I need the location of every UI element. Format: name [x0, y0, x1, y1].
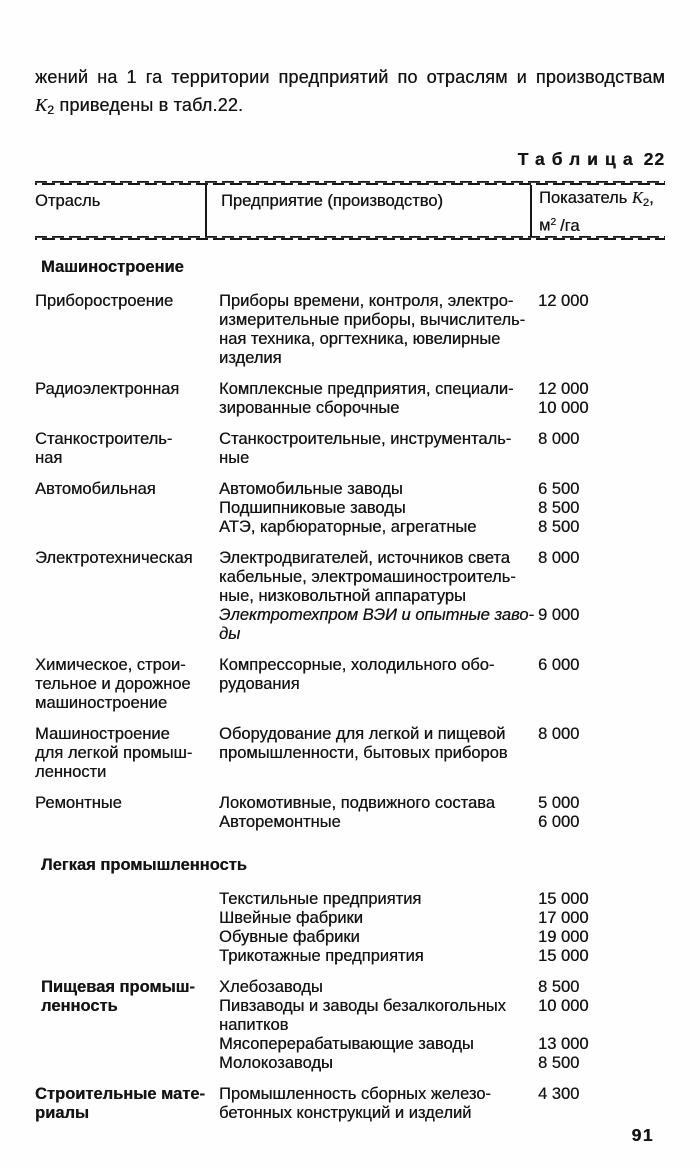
indicator-value: [530, 568, 665, 587]
enterprise-and-value-cell: [205, 725, 665, 782]
indicator-value: [530, 349, 665, 368]
table-line: [205, 349, 665, 368]
indicator-value: 17 000: [538, 908, 589, 927]
enterprise-text: Автомобильные заводы: [219, 479, 403, 498]
industry-label-line: Приборостроение: [35, 291, 174, 310]
table-line: [205, 675, 665, 694]
enterprise-text: кабельные, электромашиностроитель-: [219, 567, 516, 586]
enterprise-text: промышленности, бытовых приборов: [219, 743, 508, 762]
indicator-value: [530, 675, 665, 694]
table-line: [205, 549, 665, 568]
industry-label-line: Станкостроитель-: [35, 429, 173, 448]
indicator-value: 6 000: [538, 812, 580, 831]
indicator-value: 15 000: [538, 889, 589, 908]
column-header-enterprise: Предприятие (производство): [205, 185, 530, 235]
table-caption: [35, 149, 665, 170]
table-caption-word: Таблица: [517, 149, 640, 170]
enterprise-text: рудования: [219, 674, 300, 693]
indicator-value: 8 000: [538, 724, 580, 743]
enterprise-text: изделия: [219, 348, 282, 367]
table-line: [205, 568, 665, 587]
unit-superscript: 2: [550, 217, 557, 229]
industry-label-line: Электротехническая: [35, 548, 193, 567]
industry-label-line: Строительные мате-: [35, 1084, 205, 1103]
enterprise-and-value-cell: [205, 430, 665, 468]
enterprise-text: Станкостроительные, инструменталь-: [219, 429, 512, 448]
indicator-value: 4 300: [538, 1084, 580, 1103]
enterprise-and-value-cell: [205, 978, 665, 1073]
indicator-value: 8 000: [538, 429, 580, 448]
table-line: [205, 997, 665, 1016]
enterprise-text: ды: [219, 624, 241, 643]
industry-cell: [35, 292, 205, 368]
enterprise-text: Текстильные предприятия: [219, 889, 422, 908]
indicator-value: 12 000: [538, 291, 589, 310]
industry-cell: [35, 380, 205, 418]
indicator-value: 10 000: [538, 398, 589, 417]
table-row: [35, 549, 665, 644]
k2-subscript: 2: [47, 103, 55, 118]
table-row: [35, 480, 665, 537]
table-line: [205, 311, 665, 330]
industry-cell: [35, 656, 205, 713]
enterprise-text: ные, низковольтной аппаратуры: [219, 586, 466, 605]
table-line: [205, 430, 665, 449]
intro-line-2-text: приведены в табл.22.: [59, 95, 244, 115]
table-header-row: [35, 185, 665, 235]
enterprise-text: измерительные приборы, вычислитель-: [219, 310, 526, 329]
industry-label-line: машиностроение: [35, 693, 168, 712]
page-number: 91: [631, 1125, 654, 1145]
enterprise-and-value-cell: [205, 292, 665, 368]
indicator-value: 6 500: [538, 479, 580, 498]
enterprise-text: Обувные фабрики: [219, 927, 360, 946]
table-line: [205, 625, 665, 644]
table-row: [35, 1085, 665, 1123]
enterprise-and-value-cell: [205, 794, 665, 832]
table-line: [205, 978, 665, 997]
table-row: [35, 656, 665, 713]
enterprise-and-value-cell: [205, 380, 665, 418]
column-header-indicator: [530, 185, 665, 235]
table-caption-number: 22: [643, 149, 665, 170]
enterprise-text: Электродвигателей, источников света: [219, 548, 510, 567]
industry-cell: [35, 725, 205, 782]
indicator-value: 8 500: [538, 517, 580, 536]
industry-label-line: Пищевая промыш-: [41, 977, 195, 996]
section-header: Легкая промышленность: [41, 855, 247, 874]
industry-label-line: Машиностроение: [35, 724, 170, 743]
industry-label-line: ленности: [35, 762, 107, 781]
industry-cell: [35, 430, 205, 468]
table-line: [205, 499, 665, 518]
enterprise-and-value-cell: [205, 890, 665, 966]
column-header-industry: Отрасль: [35, 192, 101, 211]
table-row: [35, 794, 665, 832]
indicator-value: [530, 744, 665, 763]
indicator-value: 8 500: [538, 498, 580, 517]
indicator-header-line-1: [539, 188, 665, 213]
industry-label-line: ная: [35, 448, 63, 467]
industry-cell: [35, 890, 205, 966]
industry-cell: [35, 978, 205, 1073]
indicator-value: 6 000: [538, 655, 580, 674]
indicator-value: 8 000: [538, 548, 580, 567]
industry-label-line: ленность: [41, 996, 118, 1015]
industry-label-line: Ремонтные: [35, 793, 122, 812]
enterprise-text: Комплексные предприятия, специали-: [219, 379, 514, 398]
k2-symbol: К: [631, 188, 643, 208]
enterprise-text: Авторемонтные: [219, 812, 341, 831]
table-line: [205, 744, 665, 763]
enterprise-text: АТЭ, карбюраторные, агрегатные: [219, 517, 477, 536]
table-line: [205, 292, 665, 311]
indicator-value: 13 000: [538, 1034, 589, 1053]
enterprise-text: Компрессорные, холодильного обо-: [219, 655, 495, 674]
industry-cell: [35, 794, 205, 832]
industry-label-line: Радиоэлектронная: [35, 379, 180, 398]
table-line: [205, 725, 665, 744]
enterprise-text: Трикотажные предприятия: [219, 946, 424, 965]
enterprise-text: напитков: [219, 1015, 289, 1034]
unit-base: м: [539, 216, 551, 235]
table-line: [205, 1085, 665, 1104]
indicator-header-line-2: [539, 213, 665, 236]
enterprise-text: Промышленность сборных железо-: [219, 1084, 491, 1103]
table-line: [205, 587, 665, 606]
enterprise-text: Электротехпром ВЭИ и опытные заво-: [219, 605, 534, 624]
table-row: [35, 978, 665, 1073]
indicator-value: 8 500: [538, 1053, 580, 1072]
k2-subscript: 2: [642, 197, 650, 210]
enterprise-text: Приборы времени, контроля, электро-: [219, 291, 514, 310]
industry-cell: [35, 480, 205, 537]
table-line: [205, 330, 665, 349]
table-body: [35, 258, 665, 1123]
table-line: [205, 380, 665, 399]
table-line: [205, 1054, 665, 1073]
industry-label-line: Автомобильная: [35, 479, 156, 498]
table-row: [35, 890, 665, 966]
table-row: [35, 430, 665, 468]
indicator-label: Показатель: [539, 189, 628, 208]
indicator-value: [530, 587, 665, 606]
indicator-comma: ,: [649, 189, 654, 208]
enterprise-text: Локомотивные, подвижного состава: [219, 793, 495, 812]
table-line: [205, 656, 665, 675]
enterprise-text: Пивзаводы и заводы безалкогольных: [219, 996, 506, 1015]
table-row: [35, 292, 665, 368]
industry-label-line: Химическое, строи-: [35, 655, 186, 674]
industry-cell: [35, 1085, 205, 1123]
intro-paragraph: [35, 64, 665, 123]
enterprise-text: ная техника, оргтехника, ювелирные: [219, 329, 501, 348]
enterprise-and-value-cell: [205, 656, 665, 713]
table-row: [35, 380, 665, 418]
enterprise-text: Хлебозаводы: [219, 977, 323, 996]
table-line: [205, 1035, 665, 1054]
table-line: [205, 947, 665, 966]
indicator-value: 15 000: [538, 946, 589, 965]
unit-rest: /га: [560, 216, 580, 235]
table-row: [35, 725, 665, 782]
intro-line-1: жений на 1 га территории предприятий по отраслям и производствам: [35, 67, 665, 87]
indicator-value: 10 000: [538, 996, 589, 1015]
intro-line-2: [35, 92, 665, 123]
indicator-value: [530, 311, 665, 330]
table-line: [205, 928, 665, 947]
indicator-value: [530, 625, 665, 644]
indicator-value: [530, 1016, 665, 1035]
table-line: [205, 890, 665, 909]
enterprise-and-value-cell: [205, 480, 665, 537]
enterprise-text: Молокозаводы: [219, 1053, 333, 1072]
table-line: [205, 480, 665, 499]
table-line: [205, 518, 665, 537]
table-line: [205, 813, 665, 832]
table-line: [205, 1104, 665, 1123]
enterprise-text: ные: [219, 448, 250, 467]
enterprise-and-value-cell: [205, 1085, 665, 1123]
enterprise-text: Подшипниковые заводы: [219, 498, 406, 517]
enterprise-text: Мясоперерабатывающие заводы: [219, 1034, 474, 1053]
indicator-value: [530, 330, 665, 349]
enterprise-text: Швейные фабрики: [219, 908, 363, 927]
industry-label-line: для легкой промыш-: [35, 743, 193, 762]
k2-symbol: К: [35, 95, 48, 115]
indicator-value: 9 000: [538, 605, 580, 624]
table-line: [205, 606, 665, 625]
table-line: [205, 794, 665, 813]
table-line: [205, 399, 665, 418]
enterprise-text: Оборудование для легкой и пищевой: [219, 724, 506, 743]
indicator-value: 12 000: [538, 379, 589, 398]
indicator-value: [530, 449, 665, 468]
table-header-bottom-border: [35, 236, 665, 240]
indicator-value: 19 000: [538, 927, 589, 946]
indicator-value: 5 000: [538, 793, 580, 812]
table-line: [205, 449, 665, 468]
industry-label-line: риалы: [35, 1103, 89, 1122]
enterprise-and-value-cell: [205, 549, 665, 644]
enterprise-text: зированные сборочные: [219, 398, 400, 417]
indicator-value: [530, 1104, 665, 1123]
industry-label-line: тельное и дорожное: [35, 674, 191, 693]
enterprise-text: бетонных конструкций и изделий: [219, 1103, 472, 1122]
table: [35, 181, 665, 1123]
table-line: [205, 1016, 665, 1035]
table-line: [205, 909, 665, 928]
section-header: Машиностроение: [41, 257, 184, 276]
industry-cell: [35, 549, 205, 644]
indicator-value: 8 500: [538, 977, 580, 996]
